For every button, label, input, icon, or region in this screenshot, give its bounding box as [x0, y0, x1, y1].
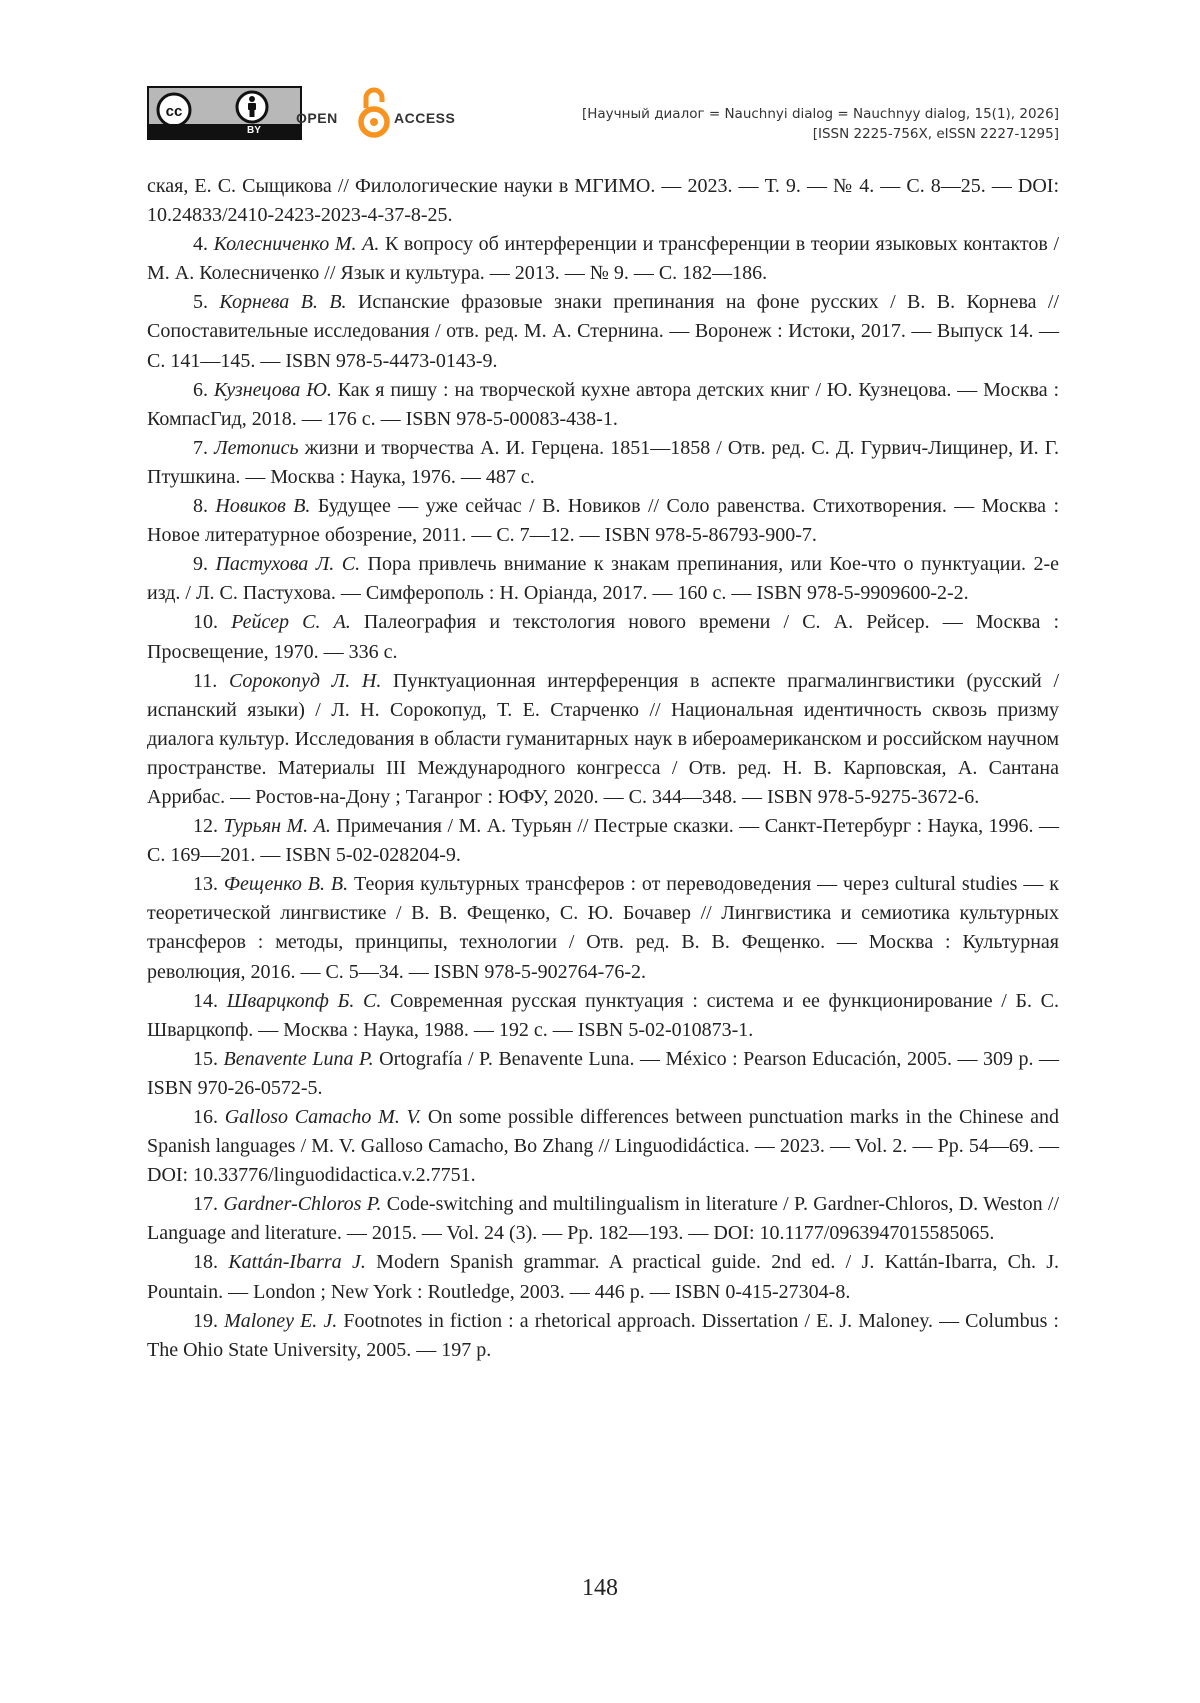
reference-text: Современная русская пунктуация : система и ее функционирование / Б. С. Шварцкопф. — Москва : Наука, 1988. — 192 с. — ISBN 5-02-010873-1.: [147, 989, 1060, 1041]
reference-item: [147, 376, 1059, 434]
references-list: [147, 172, 1059, 1365]
reference-item: [147, 812, 1059, 870]
reference-item: [147, 172, 1059, 230]
reference-text: Будущее — уже сейчас / В. Новиков // Соло равенства. Стихотворения. — Москва : Новое литературное обозрение, 2011. — С. 7—12. — ISBN 978-5-86793-900-7.: [147, 495, 1060, 547]
reference-text: Как я пишу : на творческой кухне автора детских книг / Ю. Кузнецова. — Москва : КомпасГид, 2018. — 176 с. — ISBN 978-5-00083-438-1.: [147, 378, 1060, 430]
reference-author: Kattán-Ibarra J.: [228, 1251, 366, 1274]
license-label: BY: [247, 125, 261, 136]
reference-item: [147, 608, 1059, 666]
reference-text: К вопросу об интерференции и трансференции в теории языковых контактов / М. А. Колесниченко // Язык и культура. — 2013. — № 9. — С. 182—186.: [147, 233, 1060, 285]
reference-author: Корнева В. В.: [219, 291, 347, 314]
reference-author: Летопись: [214, 436, 299, 459]
reference-text: ская, Е. С. Сыщикова // Филологические науки в МГИМО. — 2023. — Т. 9. — № 4. — С. 8—25. — DOI: 10.24833/2410-2423-2023-4-37-8-25.: [147, 175, 1059, 227]
page-header: [147, 86, 1059, 142]
reference-number: 15.: [193, 1047, 218, 1070]
open-lock-icon: [358, 86, 390, 140]
open-label: OPEN: [296, 110, 338, 126]
reference-item: [147, 1190, 1059, 1248]
reference-item: [147, 1307, 1059, 1365]
reference-text: Теория культурных трансферов : от переводоведения — через cultural studies — к теоретической лингвистике / В. В. Фещенко, С. Ю. Бочавер // Лингвистика и семиотика культурных трансферов : методы, принципы, технологии / Отв. ред. В. В. Фещенко. — Москва : Культурная революция, 2016. — С. 5—34. — ISBN 978-5-902764-76-2.: [147, 873, 1059, 983]
reference-author: Фещенко В. В.: [223, 873, 349, 896]
reference-number: 9.: [193, 553, 208, 576]
reference-item: [147, 492, 1059, 550]
reference-author: Maloney E. J.: [224, 1309, 338, 1332]
reference-number: 10.: [193, 611, 218, 634]
reference-text: Примечания / М. А. Турьян // Пестрые сказки. — Санкт-Петербург : Наука, 1996. — С. 169—201. — ISBN 5-02-028204-9.: [147, 815, 1059, 867]
citation-line-2: [ISSN 2225-756X, eISSN 2227-1295]: [812, 126, 1059, 142]
reference-text: Ortografía / P. Benavente Luna. — México : Pearson Educación, 2005. — 309 p. — ISBN 970-26-0572-5.: [147, 1047, 1060, 1099]
reference-text: On some possible differences between punctuation marks in the Chinese and Spanish languages / M. V. Galloso Camacho, Bo Zhang // Linguodidáctica. — 2023. — Vol. 2. — Pp. 54—69. — DOI: 10.33776/linguodidactica.v.2.7751.: [147, 1106, 1059, 1187]
reference-item: [147, 667, 1059, 812]
reference-text: Палеография и текстология нового времени / С. А. Рейсер. — Москва : Просвещение, 1970. — 336 с.: [147, 611, 1060, 663]
reference-number: 8.: [193, 495, 208, 518]
reference-item: [147, 434, 1059, 492]
reference-item: [147, 987, 1059, 1045]
reference-number: 7.: [193, 436, 208, 459]
reference-text: Code-switching and multilingualism in literature / P. Gardner-Chloros, D. Weston // Language and literature. — 2015. — Vol. 24 (3). — Pp. 182—193. — DOI: 10.1177/0963947015585065.: [147, 1193, 1060, 1245]
svg-text:cc: cc: [165, 103, 183, 120]
reference-author: Gardner-Chloros P.: [223, 1193, 382, 1216]
reference-author: Новиков В.: [215, 495, 311, 518]
reference-number: 6.: [193, 378, 208, 401]
reference-item: [147, 288, 1059, 375]
reference-author: Benavente Luna P.: [223, 1047, 374, 1070]
reference-number: 12.: [193, 815, 218, 838]
reference-text: жизни и творчества А. И. Герцена. 1851—1858 / Отв. ред. С. Д. Гурвич-Лищинер, И. Г. Птушкина. — Москва : Наука, 1976. — 487 с.: [147, 436, 1059, 488]
citation-line-1: [Научный диалог = Nauchnyi dialog = Nauchnyy dialog, 15(1), 2026]: [581, 106, 1059, 122]
reference-text: Пора привлечь внимание к знакам препинания, или Кое-что о пунктуации. 2-е изд. / Л. С. Пастухова. — Симферополь : Н. Оріанда, 2017. — 160 с. — ISBN 978-5-9909600-2-2.: [147, 553, 1060, 605]
reference-author: Сорокопуд Л. Н.: [228, 669, 382, 692]
reference-author: Шварцкопф Б. С.: [226, 989, 382, 1012]
reference-text: Испанские фразовые знаки препинания на фоне русских / В. В. Корнева // Сопоставительные исследования / отв. ред. М. А. Стернина. — Воронеж : Истоки, 2017. — Выпуск 14. — С. 141—145. — ISBN 978-5-4473-0143-9.: [147, 291, 1060, 372]
reference-number: 16.: [193, 1106, 218, 1128]
access-label: ACCESS: [394, 110, 456, 126]
reference-text: Modern Spanish grammar. A practical guide. 2nd ed. / J. Kattán-Ibarra, Ch. J. Pountain. — London ; New York : Routledge, 2003. — 446 p. — ISBN 0-415-27304-8.: [147, 1251, 1060, 1303]
reference-item: [147, 1248, 1059, 1306]
reference-author: Рейсер С. А.: [231, 611, 351, 634]
reference-author: Колесниченко М. А.: [213, 233, 380, 256]
reference-author: Пастухова Л. С.: [215, 553, 361, 576]
reference-number: 19.: [193, 1309, 218, 1332]
page-number: 148: [582, 1575, 618, 1601]
reference-item: [147, 230, 1059, 288]
reference-text: Пунктуационная интерференция в аспекте прагмалингвистики (русский / испанский языки) / Л. Н. Сорокопуд, Т. Е. Старченко // Национальная идентичность сквозь призму диалога культур. Исследования в области гуманитарных наук в ибероамериканском и российском научном пространстве. Материалы III Международного конгресса / Отв. ред. Н. В. Карповская, А. Сантана Аррибас. — Ростов-на-Дону ; Таганрог : ЮФУ, 2020. — С. 344—348. — ISBN 978-5-9275-3672-6.: [147, 669, 1060, 808]
reference-number: 5.: [193, 291, 208, 314]
reference-number: 18.: [193, 1251, 218, 1274]
reference-number: 11.: [193, 669, 218, 692]
reference-author: Кузнецова Ю.: [213, 378, 332, 401]
reference-text: Footnotes in fiction : a rhetorical approach. Dissertation / E. J. Maloney. — Columbus : The Ohio State University, 2005. — 197 p.: [147, 1309, 1059, 1361]
reference-item: [147, 1045, 1059, 1103]
reference-number: 4.: [193, 233, 208, 256]
journal-citation: [582, 104, 1059, 144]
reference-author: Galloso Camacho M. V.: [224, 1106, 422, 1128]
reference-item: [147, 550, 1059, 608]
reference-number: 13.: [193, 873, 218, 896]
reference-number: 17.: [193, 1193, 218, 1216]
reference-author: Турьян М. А.: [223, 815, 331, 838]
reference-item: [147, 1103, 1059, 1190]
reference-item: [147, 870, 1059, 986]
reference-number: 14.: [193, 989, 218, 1012]
open-access-logo[interactable]: [147, 86, 456, 142]
